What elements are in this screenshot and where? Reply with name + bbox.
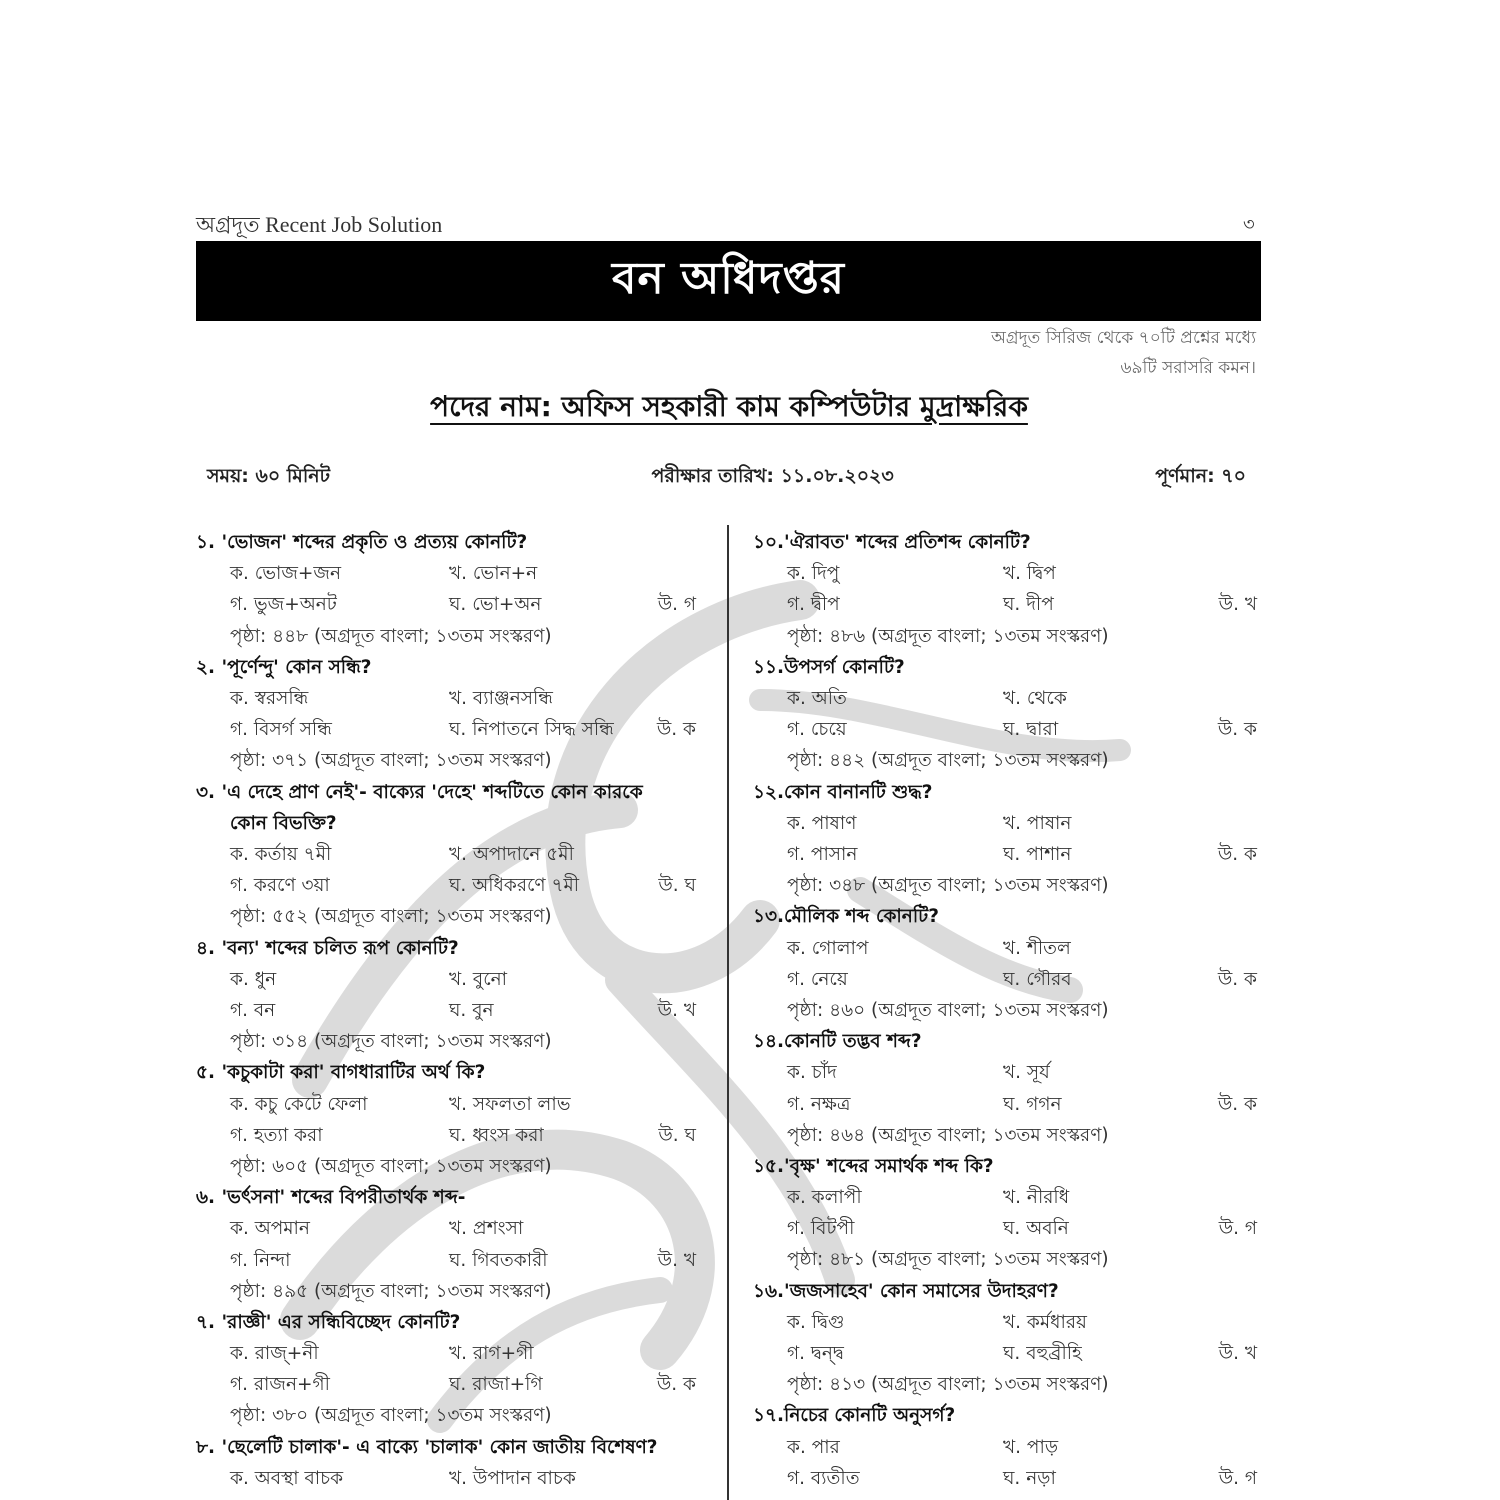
page-reference: পৃষ্ঠা: ৩৮০ (অগ্রদূত বাংলা; ১৩তম সংস্করণ) bbox=[230, 1405, 552, 1427]
options-row bbox=[753, 683, 1253, 714]
exam-date: পরীক্ষার তারিখ: ১১.০৮.২০২৩ bbox=[651, 465, 894, 487]
exam-meta bbox=[207, 462, 1246, 494]
answer: উ. ক bbox=[656, 1374, 696, 1396]
option-ka: ক. কর্তায় ৭মী bbox=[230, 843, 332, 865]
options-row bbox=[196, 870, 706, 901]
option-ga: গ. দ্বন্দ্ব bbox=[787, 1343, 844, 1365]
option-kha: খ. ব্যাঞ্জনসন্ধি bbox=[449, 687, 553, 709]
option-ga: গ. চেয়ে bbox=[787, 719, 847, 741]
option-ka: ক. দিপু bbox=[787, 563, 840, 585]
page-reference: পৃষ্ঠা: ৫৫২ (অগ্রদূত বাংলা; ১৩তম সংস্করণ) bbox=[230, 906, 552, 928]
option-kha: খ. সফলতা লাভ bbox=[449, 1093, 571, 1115]
question-8 bbox=[196, 1432, 706, 1494]
page-reference: পৃষ্ঠা: ৬০৫ (অগ্রদূত বাংলা; ১৩তম সংস্করণ) bbox=[230, 1155, 552, 1177]
option-kha: খ. বুনো bbox=[449, 968, 508, 990]
question-6 bbox=[196, 1182, 706, 1307]
question-text: ১২.কোন বানানটি শুদ্ধ? bbox=[753, 781, 933, 803]
question-text: ১০.'ঐরাবত' শব্দের প্রতিশব্দ কোনটি? bbox=[753, 532, 1031, 553]
answer: উ. গ bbox=[1218, 1218, 1257, 1240]
full-marks: পূর্ণমান: ৭০ bbox=[1155, 465, 1246, 487]
options-row bbox=[196, 558, 706, 589]
answer: উ. ক bbox=[1217, 1093, 1257, 1115]
option-ga: গ. হত্যা করা bbox=[230, 1124, 323, 1146]
options-row bbox=[753, 1463, 1257, 1494]
answer: উ. ক bbox=[656, 719, 696, 741]
options-row bbox=[753, 589, 1257, 620]
option-ka: ক. অতি bbox=[787, 687, 847, 709]
option-ka: ক. ধুন bbox=[230, 968, 277, 990]
options-row bbox=[753, 808, 1253, 839]
option-gha: ঘ. বুন bbox=[449, 999, 494, 1021]
right-column bbox=[753, 527, 1257, 1494]
question-10 bbox=[753, 527, 1257, 652]
post-title: পদের নাম: অফিস সহকারী কাম কম্পিউটার মুদ্রাক্ষরিক bbox=[430, 390, 1028, 423]
answer: উ. গ bbox=[1218, 1467, 1257, 1489]
exam-time: সময়: ৬০ মিনিট bbox=[207, 465, 330, 487]
option-ka: ক. গোলাপ bbox=[787, 937, 869, 959]
running-head: অগ্রদূত Recent Job Solution bbox=[196, 212, 443, 237]
option-gha: ঘ. বহুব্রীহি bbox=[1003, 1343, 1082, 1365]
options-row bbox=[753, 1338, 1257, 1369]
page-reference: পৃষ্ঠা: ৩৪৮ (অগ্রদূত বাংলা; ১৩তম সংস্করণ) bbox=[787, 875, 1109, 897]
options-row bbox=[753, 1182, 1253, 1213]
option-gha: ঘ. গিবতকারী bbox=[449, 1249, 548, 1271]
option-gha: ঘ. অধিকরণে ৭মী bbox=[449, 875, 580, 897]
options-row bbox=[753, 714, 1257, 745]
question-text: ১৫.'বৃক্ষ' শব্দের সমার্থক শব্দ কি? bbox=[753, 1155, 994, 1177]
option-kha: খ. থেকে bbox=[1003, 687, 1067, 709]
question-text-continued: কোন বিভক্তি? bbox=[230, 812, 337, 834]
options-row bbox=[753, 839, 1257, 870]
option-kha: খ. ভোন+ন bbox=[449, 563, 538, 585]
question-2 bbox=[196, 652, 706, 777]
answer: উ. খ bbox=[657, 1249, 696, 1271]
column-divider bbox=[727, 525, 729, 1500]
options-row bbox=[196, 1463, 706, 1494]
option-ga: গ. বন bbox=[230, 999, 276, 1021]
option-kha: খ. অপাদানে ৫মী bbox=[449, 843, 574, 865]
title-banner bbox=[196, 241, 1261, 321]
options-row bbox=[196, 964, 706, 995]
options-row bbox=[753, 933, 1253, 964]
page-number: ৩ bbox=[1243, 214, 1255, 235]
page-reference: পৃষ্ঠা: ৪৬০ (অগ্রদূত বাংলা; ১৩তম সংস্করণ) bbox=[787, 999, 1109, 1021]
options-row bbox=[196, 1245, 706, 1276]
option-kha: খ. প্রশংসা bbox=[449, 1218, 524, 1240]
options-row bbox=[753, 1089, 1257, 1120]
options-row bbox=[753, 1432, 1253, 1463]
option-gha: ঘ. দীপ bbox=[1003, 594, 1054, 616]
question-text: ১৬.'জজসাহেব' কোন সমাসের উদাহরণ? bbox=[753, 1280, 1059, 1302]
option-kha: খ. দ্বিপ bbox=[1003, 563, 1056, 585]
option-gha: ঘ. দ্বারা bbox=[1003, 719, 1059, 741]
options-row bbox=[753, 1213, 1257, 1244]
page-reference: পৃষ্ঠা: ৪৮৬ (অগ্রদূত বাংলা; ১৩তম সংস্করণ) bbox=[787, 625, 1109, 647]
options-row bbox=[753, 558, 1253, 589]
option-kha: খ. কর্মধারয় bbox=[1003, 1311, 1087, 1333]
option-ga: গ. বিসর্গ সন্ধি bbox=[230, 719, 332, 741]
option-ka: ক. পার bbox=[787, 1436, 840, 1458]
option-kha: খ. উপাদান বাচক bbox=[449, 1467, 576, 1489]
option-kha: খ. পাষান bbox=[1003, 812, 1072, 834]
answer: উ. ক bbox=[1217, 843, 1257, 865]
option-kha: খ. সূর্য bbox=[1003, 1062, 1050, 1084]
option-ga: গ. বিটপী bbox=[787, 1218, 855, 1240]
option-gha: ঘ. ধ্বংস করা bbox=[449, 1124, 544, 1146]
option-ka: ক. পাষাণ bbox=[787, 812, 857, 834]
option-gha: ঘ. গগন bbox=[1003, 1093, 1062, 1115]
answer: উ. খ bbox=[657, 999, 696, 1021]
option-ka: ক. কলাপী bbox=[787, 1187, 862, 1209]
option-ka: ক. স্বরসন্ধি bbox=[230, 687, 309, 709]
question-text: ৮. 'ছেলেটি চালাক'- এ বাক্যে 'চালাক' কোন জাতীয় বিশেষণ? bbox=[196, 1436, 658, 1458]
question-text: ৫. 'কচুকাটা করা' বাগধারাটির অর্থ কি? bbox=[196, 1062, 486, 1084]
page-reference: পৃষ্ঠা: ৪৪৮ (অগ্রদূত বাংলা; ১৩তম সংস্করণ) bbox=[230, 625, 552, 647]
page-reference: পৃষ্ঠা: ৪৮১ (অগ্রদূত বাংলা; ১৩তম সংস্করণ) bbox=[787, 1249, 1109, 1271]
question-14 bbox=[753, 1026, 1257, 1151]
option-ga: গ. ব্যতীত bbox=[787, 1467, 860, 1489]
note-line-1: অগ্রদূত সিরিজ থেকে ৭০টি প্রশ্নের মধ্যে bbox=[991, 328, 1256, 348]
page-reference: পৃষ্ঠা: ৪৯৫ (অগ্রদূত বাংলা; ১৩তম সংস্করণ) bbox=[230, 1280, 552, 1302]
option-ga: গ. নেয়ে bbox=[787, 968, 848, 990]
options-row bbox=[196, 1213, 706, 1244]
option-ka: ক. কচু কেটে ফেলা bbox=[230, 1093, 368, 1115]
answer: উ. ঘ bbox=[658, 875, 696, 897]
option-kha: খ. নীরধি bbox=[1003, 1187, 1070, 1209]
question-17 bbox=[753, 1400, 1257, 1494]
option-gha: ঘ. নড়া bbox=[1003, 1467, 1056, 1489]
option-ka: ক. চাঁদ bbox=[787, 1062, 837, 1084]
page-reference: পৃষ্ঠা: ৪১৩ (অগ্রদূত বাংলা; ১৩তম সংস্করণ) bbox=[787, 1374, 1109, 1396]
options-row bbox=[196, 1369, 706, 1400]
question-text: ১৪.কোনটি তদ্ভব শব্দ? bbox=[753, 1031, 922, 1053]
option-kha: খ. রাগ+গী bbox=[449, 1343, 534, 1365]
question-11 bbox=[753, 652, 1257, 777]
question-text: ১১.উপসর্গ কোনটি? bbox=[753, 656, 905, 678]
question-text: ১৭.নিচের কোনটি অনুসর্গ? bbox=[753, 1405, 956, 1427]
answer: উ. ঘ bbox=[658, 1124, 696, 1146]
options-row bbox=[196, 1089, 706, 1120]
question-3 bbox=[196, 777, 706, 933]
options-row bbox=[196, 839, 706, 870]
question-text: ৩. 'এ দেহে প্রাণ নেই'- বাক্যের 'দেহে' শব্দটিতে কোন কারকে bbox=[196, 781, 643, 803]
option-gha: ঘ. ভো+অন bbox=[449, 594, 542, 616]
note-line-2: ৬৯টি সরাসরি কমন। bbox=[1120, 358, 1256, 378]
options-row bbox=[196, 714, 706, 745]
answer: উ. গ bbox=[657, 594, 696, 616]
answer: উ. ক bbox=[1217, 968, 1257, 990]
question-4 bbox=[196, 933, 706, 1058]
question-text: ১৩.মৌলিক শব্দ কোনটি? bbox=[753, 906, 939, 928]
option-kha: খ. পাড় bbox=[1003, 1436, 1059, 1458]
question-7 bbox=[196, 1307, 706, 1432]
page-reference: পৃষ্ঠা: ৪৪২ (অগ্রদূত বাংলা; ১৩তম সংস্করণ) bbox=[787, 750, 1109, 772]
question-text: ২. 'পূর্ণেন্দু' কোন সন্ধি? bbox=[196, 656, 372, 678]
page-reference: পৃষ্ঠা: ৪৬৪ (অগ্রদূত বাংলা; ১৩তম সংস্করণ) bbox=[787, 1124, 1109, 1146]
left-column bbox=[196, 527, 706, 1494]
question-13 bbox=[753, 901, 1257, 1026]
question-text: ৭. 'রাজ্ঞী' এর সন্ধিবিচ্ছেদ কোনটি? bbox=[196, 1311, 461, 1333]
options-row bbox=[196, 1120, 706, 1151]
option-ka: ক. অবস্থা বাচক bbox=[230, 1467, 344, 1489]
option-gha: ঘ. নিপাতনে সিদ্ধ সন্ধি bbox=[449, 719, 614, 741]
question-12 bbox=[753, 777, 1257, 902]
option-kha: খ. শীতল bbox=[1003, 937, 1071, 959]
answer: উ. ক bbox=[1217, 719, 1257, 741]
option-ga: গ. নক্ষত্র bbox=[787, 1093, 851, 1115]
question-1 bbox=[196, 527, 706, 652]
option-ga: গ. ভুজ+অনট bbox=[230, 594, 337, 616]
question-16 bbox=[753, 1276, 1257, 1401]
option-gha: ঘ. রাজা+গি bbox=[449, 1374, 543, 1396]
option-ka: ক. ভোজ+জন bbox=[230, 563, 342, 585]
options-row bbox=[196, 1338, 706, 1369]
option-gha: ঘ. গৌরব bbox=[1003, 968, 1072, 990]
option-gha: ঘ. অবনি bbox=[1003, 1218, 1069, 1240]
question-text: ৪. 'বন্য' শব্দের চলিত রূপ কোনটি? bbox=[196, 937, 459, 959]
question-5 bbox=[196, 1057, 706, 1182]
option-ka: ক. অপমান bbox=[230, 1218, 310, 1240]
question-text: ১. 'ভোজন' শব্দের প্রকৃতি ও প্রত্যয় কোনটি? bbox=[196, 532, 528, 553]
option-ga: গ. দ্বীপ bbox=[787, 594, 840, 616]
banner-title: বন অধিদপ্তর bbox=[612, 252, 845, 304]
option-gha: ঘ. পাশান bbox=[1003, 843, 1072, 865]
options-row bbox=[196, 995, 706, 1026]
question-15 bbox=[753, 1151, 1257, 1276]
common-note bbox=[991, 323, 1256, 383]
option-ga: গ. রাজন+গী bbox=[230, 1374, 330, 1396]
answer: উ. খ bbox=[1218, 594, 1257, 616]
options-row bbox=[196, 589, 706, 620]
options-row bbox=[196, 683, 706, 714]
question-text: ৬. 'ভর্ৎসনা' শব্দের বিপরীতার্থক শব্দ- bbox=[196, 1187, 466, 1209]
option-ga: গ. পাসান bbox=[787, 843, 858, 865]
page-reference: পৃষ্ঠা: ৩৭১ (অগ্রদূত বাংলা; ১৩তম সংস্করণ) bbox=[230, 750, 552, 772]
page-reference: পৃষ্ঠা: ৩১৪ (অগ্রদূত বাংলা; ১৩তম সংস্করণ) bbox=[230, 1031, 552, 1053]
option-ka: ক. দ্বিগু bbox=[787, 1311, 845, 1333]
option-ga: গ. করণে ৩য়া bbox=[230, 875, 330, 897]
options-row bbox=[753, 964, 1257, 995]
options-row bbox=[753, 1307, 1253, 1338]
answer: উ. খ bbox=[1218, 1343, 1257, 1365]
option-ka: ক. রাজ্+নী bbox=[230, 1343, 319, 1365]
options-row bbox=[753, 1057, 1253, 1088]
option-ga: গ. নিন্দা bbox=[230, 1249, 291, 1271]
